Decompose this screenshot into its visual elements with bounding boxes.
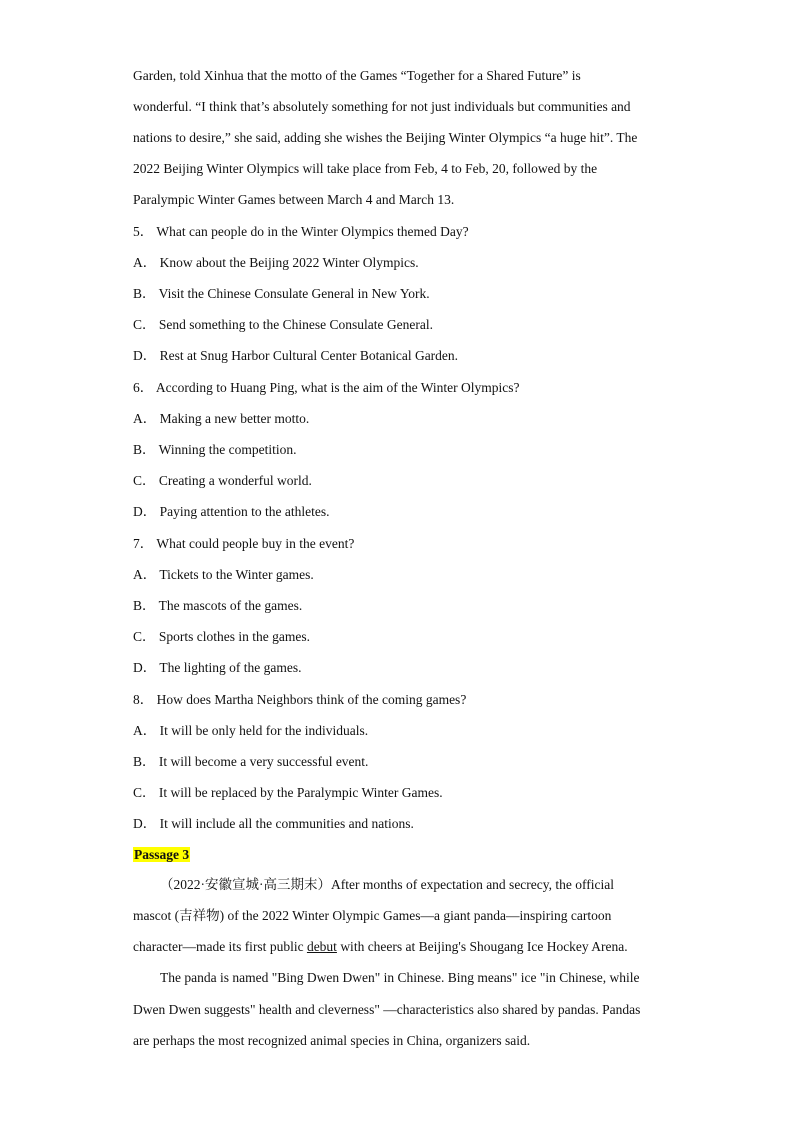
passage3-line	[133, 939, 628, 955]
question-5-option-d: D． Rest at Snug Harbor Cultural Center Botanical Garden.	[133, 348, 459, 363]
passage3-line: Dwen Dwen suggests" health and cleverness" —characteristics also shared by pandas. Pandas	[133, 1002, 641, 1017]
passage3-line: （2022·安徽宣城·高三期末）After months of expectation and secrecy, the official	[160, 877, 615, 892]
question-6-option-b: B． Winning the competition.	[133, 442, 297, 457]
passage-line: wonderful. “I think that’s absolutely something for not just individuals but communities and	[133, 99, 631, 114]
question-7-option-c: C． Sports clothes in the games.	[133, 629, 310, 644]
question-7-option-b: B． The mascots of the games.	[133, 598, 303, 613]
question-7-stem: 7． What could people buy in the event?	[133, 536, 355, 551]
passage-line: nations to desire,” she said, adding she wishes the Beijing Winter Olympics “a huge hit”. The	[133, 130, 638, 145]
passage3-line: mascot (吉祥物) of the 2022 Winter Olympic Games—a giant panda—inspiring cartoon	[133, 908, 612, 923]
question-5-option-b: B． Visit the Chinese Consulate General in New York.	[133, 286, 430, 301]
question-8-stem: 8． How does Martha Neighbors think of the coming games?	[133, 692, 467, 707]
passage-heading-label: Passage 3	[134, 847, 190, 862]
question-6-option-a: A． Making a new better motto.	[133, 411, 310, 426]
question-8-option-d: D． It will include all the communities and nations.	[133, 816, 414, 831]
underlined-word: debut	[306, 939, 337, 954]
question-6-option-d: D． Paying attention to the athletes.	[133, 504, 330, 519]
text-segment: character—made its first public	[133, 939, 307, 954]
passage-heading	[133, 847, 190, 863]
question-5-stem: 5． What can people do in the Winter Olympics themed Day?	[133, 224, 469, 239]
passage-line: Paralympic Winter Games between March 4 and March 13.	[133, 192, 455, 207]
question-8-option-a: A． It will be only held for the individuals.	[133, 723, 369, 738]
question-5-option-c: C． Send something to the Chinese Consulate General.	[133, 317, 433, 332]
question-5-option-a: A． Know about the Beijing 2022 Winter Olympics.	[133, 255, 419, 270]
question-7-option-d: D． The lighting of the games.	[133, 660, 302, 675]
passage3-line: are perhaps the most recognized animal species in China, organizers said.	[133, 1033, 531, 1048]
question-6-stem: 6． According to Huang Ping, what is the aim of the Winter Olympics?	[133, 380, 520, 395]
passage-line: Garden, told Xinhua that the motto of the Games “Together for a Shared Future” is	[133, 68, 581, 83]
question-6-option-c: C． Creating a wonderful world.	[133, 473, 312, 488]
passage-line: 2022 Beijing Winter Olympics will take place from Feb, 4 to Feb, 20, followed by the	[133, 161, 598, 176]
question-7-option-a: A． Tickets to the Winter games.	[133, 567, 314, 582]
question-8-option-b: B． It will become a very successful event.	[133, 754, 369, 769]
text-segment: with cheers at Beijing's Shougang Ice Hockey Arena.	[336, 939, 628, 954]
passage3-line: The panda is named "Bing Dwen Dwen" in Chinese. Bing means" ice "in Chinese, while	[160, 970, 640, 985]
question-8-option-c: C． It will be replaced by the Paralympic Winter Games.	[133, 785, 443, 800]
